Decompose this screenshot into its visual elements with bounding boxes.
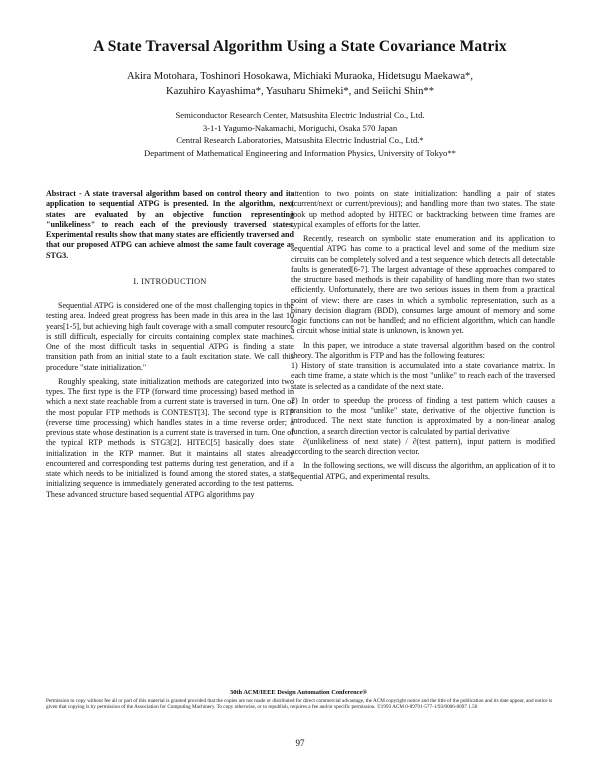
intro-paragraph-4: Recently, research on symbolic state enumeration and its application to sequential ATPG has come to a practical level and some of the medium size circuits can be completely solved and a test sequence which detects all detectable faults is generated[6-7]. The largest advantage of these approaches compared to the structure based methods is their capability of handling more than two states efficiently. Unfortunately, there are two serious issues in them from a practical point of view: there are cases in which a symbolic representation, such as a binary decision diagram (BDD), consumes large amount of memory and some logic functions can not be handled; and no efficient algorithm, which can handle a circuit whose initial state is unknown, is known yet.: [291, 234, 555, 336]
intro-paragraph-1: Sequential ATPG is considered one of the most challenging topics in the testing area. Indeed great progress has been made in this area in the last 10 years[1-5], but achieving high fault coverage with a small computer resource is still difficult, especially for circuits containing complex state machines. One of the most difficult tasks in sequential ATPG is finding a state transition path from an initial state to a fault excitation state. We call this procedure "state initialization.": [46, 301, 294, 372]
left-column: [46, 189, 294, 500]
feature-item-1: 1) History of state transition is accumulated into a state covariance matrix. In each time frame, a state which is the most "unlike" to reach each of the traversed state is selected as a candidate of the next state.: [291, 361, 555, 391]
paper-title: A State Traversal Algorithm Using a State Covariance Matrix: [93, 38, 507, 55]
author-list: [40, 70, 560, 99]
affiliation-4: Department of Mathematical Engineering and Information Physics, University of Tokyo**: [144, 147, 456, 158]
intro-paragraph-5: In this paper, we introduce a state traversal algorithm based on the control theory. The algorithm is FTP and has the following features:: [291, 340, 555, 360]
intro-paragraph-6: In the following sections, we will discuss the algorithm, an application of it to sequential ATPG, and experimental results.: [291, 461, 555, 481]
intro-paragraph-2: Roughly speaking, state initialization methods are categorized into two types. The first type is the FTP (forward time processing) based method in which a next state reachable from a current state is traversed in turn. One of the most popular FTP methods is CONTEST[3]. The second type is RTP (reverse time processing) which handles states in a time reverse order; a previous state whose destination is a current state is traversed in turn. One of the typical RTP methods is STG3[2]. HITEC[5] basically does state initialization in the RTP manner. But it maintains all states already encountered and corresponding test patterns during test generation, and if a state which needs to be initialized is found among the stored states, a state initializing sequence is immediately generated according to the test patterns. These advanced structure based sequential ATPG algorithms pay: [46, 376, 294, 499]
affiliation-1: Semiconductor Research Center, Matsushita Electric Industrial Co., Ltd.: [175, 110, 425, 120]
intro-paragraph-3: attention to two points on state initialization: handling a pair of states (current/next or current/previous); and handling more than two states. The state look up method adopted by HITEC or backtracking between time frames are typical examples of efforts for the latter.: [291, 189, 555, 229]
feature-item-2-continued: ∂(unlikeliness of next state) / ∂(test pattern), input pattern is modified according to the search direction vector.: [291, 436, 555, 456]
feature-item-2: 2) In order to speedup the process of finding a test pattern which causes a transition to the most "unlike" state, derivative of the objective function is introduced. The next state function is approximated by a non-linear analog function, a search direction vector is calculated by partial derivative: [291, 395, 555, 436]
abstract: Abstract - A state traversal algorithm based on control theory and its application to sequential ATPG is presented. In the algorithm, next states are evaluated by an objective function representing "unlikeliness" to reach each of the previously traversed states. Experimental results show that many states are efficiently traversed and that our proposed ATPG can achieve almost the same fault coverage as STG3.: [46, 189, 295, 260]
authors-line-1: Akira Motohara, Toshinori Hosokawa, Michiaki Muraoka, Hidetsugu Maekawa*,: [127, 71, 473, 82]
section-heading-introduction: I. INTRODUCTION: [133, 276, 207, 286]
copyright-footnote: Permission to copy without fee all or part of this material is granted provided that the copies are not made or distributed for direct commercial advantage, the ACM copyright notice and the title of the publication and its date appear, and notice is given that copying is by permission of the Association for Computing Machinery. To copy otherwise, or to republish, requires a fee and/or specific permission. ©1993 ACM 0-89791-577-1/93/0006-0097 1.50: [46, 698, 553, 711]
authors-line-2: Kazuhiro Kayashima*, Yasuharu Shimeki*, and Seiichi Shin**: [165, 85, 435, 97]
affiliation-3: Central Research Laboratories, Matsushita Electric Industrial Co., Ltd.*: [176, 135, 424, 146]
affiliation-2: 3-1-1 Yagumo-Nakamachi, Moriguchi, Osaka 570 Japan: [202, 122, 398, 133]
page-number: 97: [295, 738, 305, 748]
conference-line: 30th ACM/IEEE Design Automation Conference®: [230, 689, 368, 696]
right-column: [291, 189, 555, 482]
affiliations: [20, 109, 580, 159]
